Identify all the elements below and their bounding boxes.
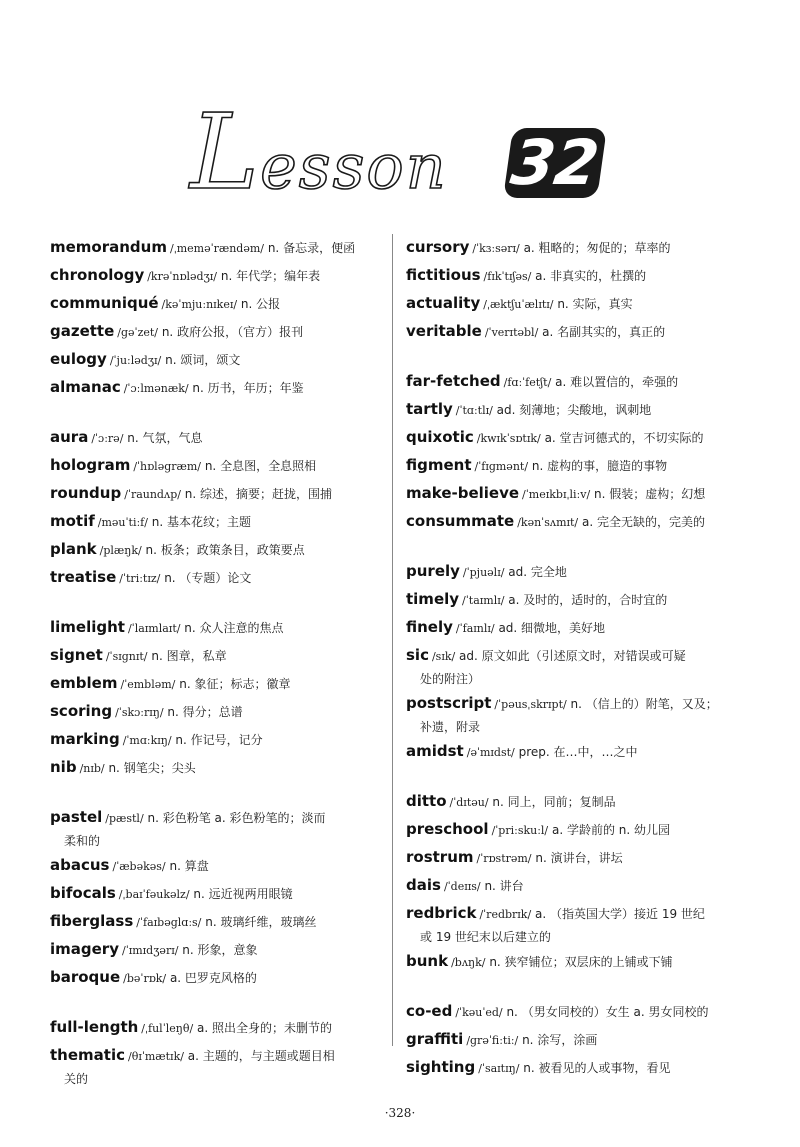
vocab-word: veritable — [406, 322, 482, 340]
vocab-definition: n. 狭窄铺位；双层床的上铺或下铺 — [489, 955, 673, 969]
vocab-entry — [406, 998, 758, 1026]
vocab-phonetic: /ˌfulˈleŋθ/ — [141, 1022, 194, 1035]
vocab-word: co-ed — [406, 1002, 453, 1020]
vocab-definition: n. 同上，同前；复制品 — [492, 795, 616, 809]
vocab-word: sighting — [406, 1058, 476, 1076]
vocab-entry — [50, 908, 390, 936]
vocab-entry — [50, 318, 390, 346]
vocab-definition: a. 名副其实的，真正的 — [542, 325, 666, 339]
vocab-definition: a. 及时的，适时的，合时宜的 — [508, 593, 668, 607]
vocab-word: graffiti — [406, 1030, 464, 1048]
vocab-phonetic: /plæŋk/ — [99, 544, 142, 557]
vocab-phonetic: /məuˈtiːf/ — [97, 516, 148, 529]
vocab-word: sic — [406, 646, 429, 664]
vocab-definition: n. 涂写，涂画 — [522, 1033, 598, 1047]
vocab-entry — [50, 508, 390, 536]
vocab-definition: n. 图章，私章 — [151, 649, 227, 663]
vocab-phonetic: /ˈverɪtəbl/ — [484, 326, 539, 339]
vocab-word: fictitious — [406, 266, 481, 284]
vocab-phonetic: /fɑːˈfetʃt/ — [503, 376, 552, 389]
vocab-phonetic: /ˈɔːlmənæk/ — [123, 382, 189, 395]
vocab-definition: ad. 完全地 — [508, 565, 567, 579]
vocab-phonetic: /ˈsaɪtɪŋ/ — [478, 1062, 520, 1075]
vocab-group — [406, 368, 758, 536]
vocab-word: thematic — [50, 1046, 125, 1064]
vocab-entry — [50, 852, 390, 880]
vocab-phonetic: /ˌbaɪˈfəukəlz/ — [118, 888, 190, 901]
vocab-entry — [406, 508, 758, 536]
vocab-phonetic: /ˈrɒstrəm/ — [476, 852, 532, 865]
vocab-definition: n. 讲台 — [484, 879, 524, 893]
lesson-title — [190, 91, 448, 221]
vocab-phonetic: /ˈtɑːtlɪ/ — [455, 404, 493, 417]
vocab-entry — [50, 1042, 390, 1090]
vocab-phonetic: /kəˈmjuːnɪkeɪ/ — [161, 298, 238, 311]
vocab-entry — [50, 670, 390, 698]
vocab-word: dais — [406, 876, 441, 894]
vocab-phonetic: /gəˈzet/ — [117, 326, 158, 339]
vocab-group — [50, 614, 390, 782]
vocab-definition: n. 虚构的事，臆造的事物 — [531, 459, 668, 473]
vocab-word: aura — [50, 428, 89, 446]
vocab-phonetic: /ˈskɔːrɪŋ/ — [115, 706, 164, 719]
vocab-phonetic: /ˈmeɪkbɪˌliːv/ — [522, 488, 591, 501]
vocab-definition: n. 公报 — [240, 297, 281, 311]
vocab-entry — [50, 480, 390, 508]
vocab-phonetic: /ˈmɑːkɪŋ/ — [122, 734, 172, 747]
vocab-phonetic: /krəˈnɒlədʒɪ/ — [147, 270, 218, 283]
vocab-definition: a. 主题的，与主题或题目相 — [187, 1049, 335, 1063]
vocab-entry — [50, 452, 390, 480]
vocab-phonetic: /sɪk/ — [431, 650, 456, 663]
vocab-definition: a. 粗略的；匆促的；草率的 — [523, 241, 671, 255]
vocab-word: rostrum — [406, 848, 474, 866]
column-divider — [392, 234, 393, 1046]
vocab-definition: n. 钢笔尖；尖头 — [108, 761, 196, 775]
vocab-definition: n. 基本花纹；主题 — [151, 515, 252, 529]
vocab-phonetic: /bəˈrɒk/ — [123, 972, 167, 985]
vocab-word: treatise — [50, 568, 117, 586]
vocab-phonetic: /ˈkəuˈed/ — [455, 1006, 503, 1019]
vocab-phonetic: /ˈtaɪmlɪ/ — [462, 594, 505, 607]
vocab-phonetic: /kwɪkˈsɒtɪk/ — [476, 432, 541, 445]
vocab-phonetic: /pæstl/ — [105, 812, 144, 825]
lesson-header — [190, 91, 620, 213]
vocab-definition: a. 完全无缺的，完美的 — [581, 515, 705, 529]
vocab-word: tartly — [406, 400, 453, 418]
vocab-definition: n. 颂词，颂文 — [165, 353, 241, 367]
vocab-entry — [50, 754, 390, 782]
vocab-phonetic: /əˈmɪdst/ — [466, 746, 515, 759]
lesson-title-initial: L — [190, 91, 261, 213]
vocab-entry — [406, 642, 758, 690]
vocab-phonetic: /ˈfɪgmənt/ — [474, 460, 529, 473]
vocab-word: purely — [406, 562, 460, 580]
vocab-definition: a. 堂吉诃德式的，不切实际的 — [544, 431, 704, 445]
vocab-word: consummate — [406, 512, 515, 530]
vocab-group — [50, 1014, 390, 1090]
vocab-definition: n. 玻璃纤维，玻璃丝 — [205, 915, 317, 929]
vocab-definition: n. （专题）论文 — [164, 571, 252, 585]
vocab-word: cursory — [406, 238, 470, 256]
vocab-word: bifocals — [50, 884, 116, 902]
vocab-word: make-believe — [406, 484, 520, 502]
vocab-entry — [50, 726, 390, 754]
vocab-phonetic: /ˌmeməˈrændəm/ — [169, 242, 264, 255]
vocab-phonetic: /bʌŋk/ — [451, 956, 486, 969]
vocab-word: limelight — [50, 618, 125, 636]
vocab-word: far-fetched — [406, 372, 501, 390]
vocab-definition: n. 得分；总谱 — [167, 705, 243, 719]
vocab-entry — [50, 936, 390, 964]
vocab-entry — [406, 816, 758, 844]
vocab-phonetic: /ˈjuːlədʒɪ/ — [109, 354, 162, 367]
vocab-phonetic: /θɪˈmætɪk/ — [127, 1050, 184, 1063]
vocab-phonetic: /ˈdeɪɪs/ — [443, 880, 481, 893]
vocab-entry — [406, 424, 758, 452]
vocab-definition: n. 历书，年历；年鉴 — [192, 381, 304, 395]
vocab-entry — [406, 262, 758, 290]
vocab-entry — [50, 424, 390, 452]
vocab-word: motif — [50, 512, 95, 530]
vocab-phonetic: /ˈpjuəlɪ/ — [462, 566, 505, 579]
vocab-phonetic: /ˌæktʃuˈælɪtɪ/ — [483, 298, 554, 311]
vocab-word: nib — [50, 758, 77, 776]
vocab-phonetic: /kənˈsʌmɪt/ — [517, 516, 579, 529]
vocab-entry — [50, 880, 390, 908]
vocab-definition: n. 形象，意象 — [182, 943, 258, 957]
vocab-definition: a. 难以置信的，牵强的 — [555, 375, 679, 389]
vocab-definition-continued: 补遗，附录 — [420, 720, 481, 734]
vocab-phonetic: /ˈpriːskuːl/ — [491, 824, 549, 837]
vocab-word: postscript — [406, 694, 492, 712]
vocab-definition: n. （信上的）附笔，又及； — [570, 697, 718, 711]
vocab-definition: n. 备忘录，便函 — [267, 241, 356, 255]
vocab-entry — [406, 586, 758, 614]
vocab-definition: ad. 细微地，美好地 — [498, 621, 606, 635]
right-vocabulary-column — [406, 234, 758, 1104]
vocab-word: memorandum — [50, 238, 167, 256]
vocab-word: abacus — [50, 856, 110, 874]
vocab-definition: n. 板条；政策条目，政策要点 — [145, 543, 305, 557]
vocab-phonetic: /ˈfaɪnlɪ/ — [455, 622, 495, 635]
vocab-definition: a. 学龄前的 n. 幼儿园 — [551, 823, 671, 837]
vocab-entry — [406, 396, 758, 424]
vocab-word: quixotic — [406, 428, 474, 446]
vocab-entry — [406, 558, 758, 586]
vocab-entry — [50, 804, 390, 852]
vocab-definition: a. （指英国大学）接近 19 世纪 — [535, 907, 705, 921]
vocab-group — [406, 998, 758, 1082]
vocab-entry — [406, 948, 758, 976]
vocab-word: chronology — [50, 266, 145, 284]
vocab-definition: n. 年代学；编年表 — [220, 269, 321, 283]
vocab-entry — [50, 642, 390, 670]
vocab-word: baroque — [50, 968, 121, 986]
vocab-phonetic: /ˈraundʌp/ — [124, 488, 181, 501]
vocab-entry — [50, 374, 390, 402]
vocab-word: gazette — [50, 322, 115, 340]
vocab-definition-continued: 关的 — [64, 1072, 89, 1086]
vocab-group — [406, 234, 758, 346]
vocab-entry — [50, 262, 390, 290]
vocab-definition: n. 假装；虚构；幻想 — [593, 487, 706, 501]
vocab-definition-continued: 柔和的 — [64, 834, 101, 848]
vocab-entry — [406, 872, 758, 900]
vocab-entry — [406, 614, 758, 642]
vocab-definition: n. 众人注意的焦点 — [184, 621, 284, 635]
vocab-phonetic: /ˈembləm/ — [120, 678, 176, 691]
vocab-phonetic: /ˈredbrɪk/ — [479, 908, 532, 921]
vocab-phonetic: /ˈɔːrə/ — [91, 432, 124, 445]
vocab-word: roundup — [50, 484, 122, 502]
vocab-word: full-length — [50, 1018, 139, 1036]
lesson-number: 32 — [506, 126, 604, 199]
vocab-phonetic: /nɪb/ — [79, 762, 105, 775]
vocab-phonetic: /ˈfaɪbəglɑːs/ — [136, 916, 202, 929]
vocab-word: preschool — [406, 820, 489, 838]
vocab-entry — [406, 318, 758, 346]
vocab-definition: ad. 刻薄地；尖酸地，讽刺地 — [496, 403, 652, 417]
vocab-phonetic: /ˈpəusˌskrɪpt/ — [494, 698, 567, 711]
vocab-definition-continued: 处的附注） — [420, 672, 481, 686]
vocab-phonetic: /ˈkɜːsərɪ/ — [472, 242, 520, 255]
vocab-phonetic: /ˈæbəkəs/ — [112, 860, 166, 873]
vocab-word: actuality — [406, 294, 481, 312]
vocab-entry — [406, 788, 758, 816]
vocab-word: communiqué — [50, 294, 159, 312]
vocab-entry — [406, 738, 758, 766]
vocab-entry — [406, 900, 758, 948]
vocab-definition: a. 照出全身的；未删节的 — [197, 1021, 332, 1035]
vocab-entry — [406, 844, 758, 872]
vocab-word: imagery — [50, 940, 119, 958]
vocab-entry — [406, 690, 758, 738]
vocab-definition: n. 综述，摘要；赶拢，围捕 — [184, 487, 333, 501]
vocab-definition: n. 政府公报，（官方）报刊 — [161, 325, 304, 339]
vocab-definition: n. 全息图，全息照相 — [204, 459, 317, 473]
vocab-word: marking — [50, 730, 120, 748]
vocab-word: bunk — [406, 952, 449, 970]
vocab-word: timely — [406, 590, 460, 608]
vocab-group — [50, 424, 390, 592]
vocab-word: fiberglass — [50, 912, 134, 930]
vocab-word: finely — [406, 618, 453, 636]
vocab-entry — [406, 290, 758, 318]
vocab-group — [50, 234, 390, 402]
vocab-group — [50, 804, 390, 992]
vocab-definition: a. 非真实的，杜撰的 — [535, 269, 647, 283]
vocab-entry — [406, 234, 758, 262]
vocab-group — [406, 558, 758, 766]
vocab-entry — [50, 346, 390, 374]
vocab-phonetic: /fɪkˈtɪʃəs/ — [483, 270, 532, 283]
vocab-definition: n. 实际，真实 — [557, 297, 633, 311]
vocab-definition: n. （男女同校的）女生 a. 男女同校的 — [506, 1005, 709, 1019]
vocab-definition: n. 气氛，气息 — [127, 431, 203, 445]
vocab-phonetic: /ˈɪmɪdʒərɪ/ — [121, 944, 179, 957]
vocab-phonetic: /ˈlaɪmlaɪt/ — [127, 622, 181, 635]
vocab-entry — [50, 290, 390, 318]
vocab-definition: n. 算盘 — [169, 859, 209, 873]
vocab-entry — [406, 368, 758, 396]
vocab-definition: prep. 在…中，…之中 — [518, 745, 638, 759]
vocab-phonetic: /ˈtriːtɪz/ — [119, 572, 161, 585]
vocab-entry — [50, 564, 390, 592]
vocab-word: signet — [50, 646, 103, 664]
vocab-entry — [406, 1026, 758, 1054]
vocab-entry — [50, 234, 390, 262]
vocab-definition-continued: 或 19 世纪末以后建立的 — [420, 930, 551, 944]
vocab-entry — [50, 964, 390, 992]
vocab-word: amidst — [406, 742, 464, 760]
vocab-definition: n. 演讲台，讲坛 — [535, 851, 623, 865]
vocab-entry — [50, 1014, 390, 1042]
vocab-phonetic: /ˈhɒləgræm/ — [133, 460, 201, 473]
lesson-number-badge — [503, 128, 607, 198]
vocab-phonetic: /ˈsɪgnɪt/ — [105, 650, 148, 663]
vocab-definition: a. 巴罗克风格的 — [169, 971, 257, 985]
lesson-title-rest: esson — [260, 130, 448, 203]
vocab-word: almanac — [50, 378, 121, 396]
vocab-definition: n. 作记号，记分 — [175, 733, 263, 747]
vocab-definition: ad. 原文如此（引述原文时，对错误或可疑 — [459, 649, 686, 663]
vocab-group — [406, 788, 758, 976]
vocab-definition: n. 象征；标志；徽章 — [179, 677, 291, 691]
left-vocabulary-column — [50, 234, 390, 1112]
vocab-entry — [50, 536, 390, 564]
vocab-definition: n. 彩色粉笔 a. 彩色粉笔的；淡而 — [147, 811, 326, 825]
vocab-phonetic: /ˈdɪtəu/ — [449, 796, 489, 809]
vocab-entry — [50, 698, 390, 726]
vocab-word: ditto — [406, 792, 447, 810]
vocab-word: plank — [50, 540, 97, 558]
vocab-word: hologram — [50, 456, 131, 474]
vocab-definition: n. 远近视两用眼镜 — [193, 887, 293, 901]
vocab-entry — [406, 452, 758, 480]
vocab-phonetic: /grəˈfiːtiː/ — [466, 1034, 519, 1047]
vocab-entry — [406, 1054, 758, 1082]
vocab-word: pastel — [50, 808, 103, 826]
vocab-entry — [50, 614, 390, 642]
page-number: ·328· — [384, 1106, 416, 1120]
vocab-word: figment — [406, 456, 472, 474]
vocab-word: eulogy — [50, 350, 107, 368]
vocab-word: redbrick — [406, 904, 477, 922]
vocab-entry — [406, 480, 758, 508]
vocab-word: emblem — [50, 674, 118, 692]
vocab-definition: n. 被看见的人或事物，看见 — [523, 1061, 671, 1075]
vocab-word: scoring — [50, 702, 113, 720]
